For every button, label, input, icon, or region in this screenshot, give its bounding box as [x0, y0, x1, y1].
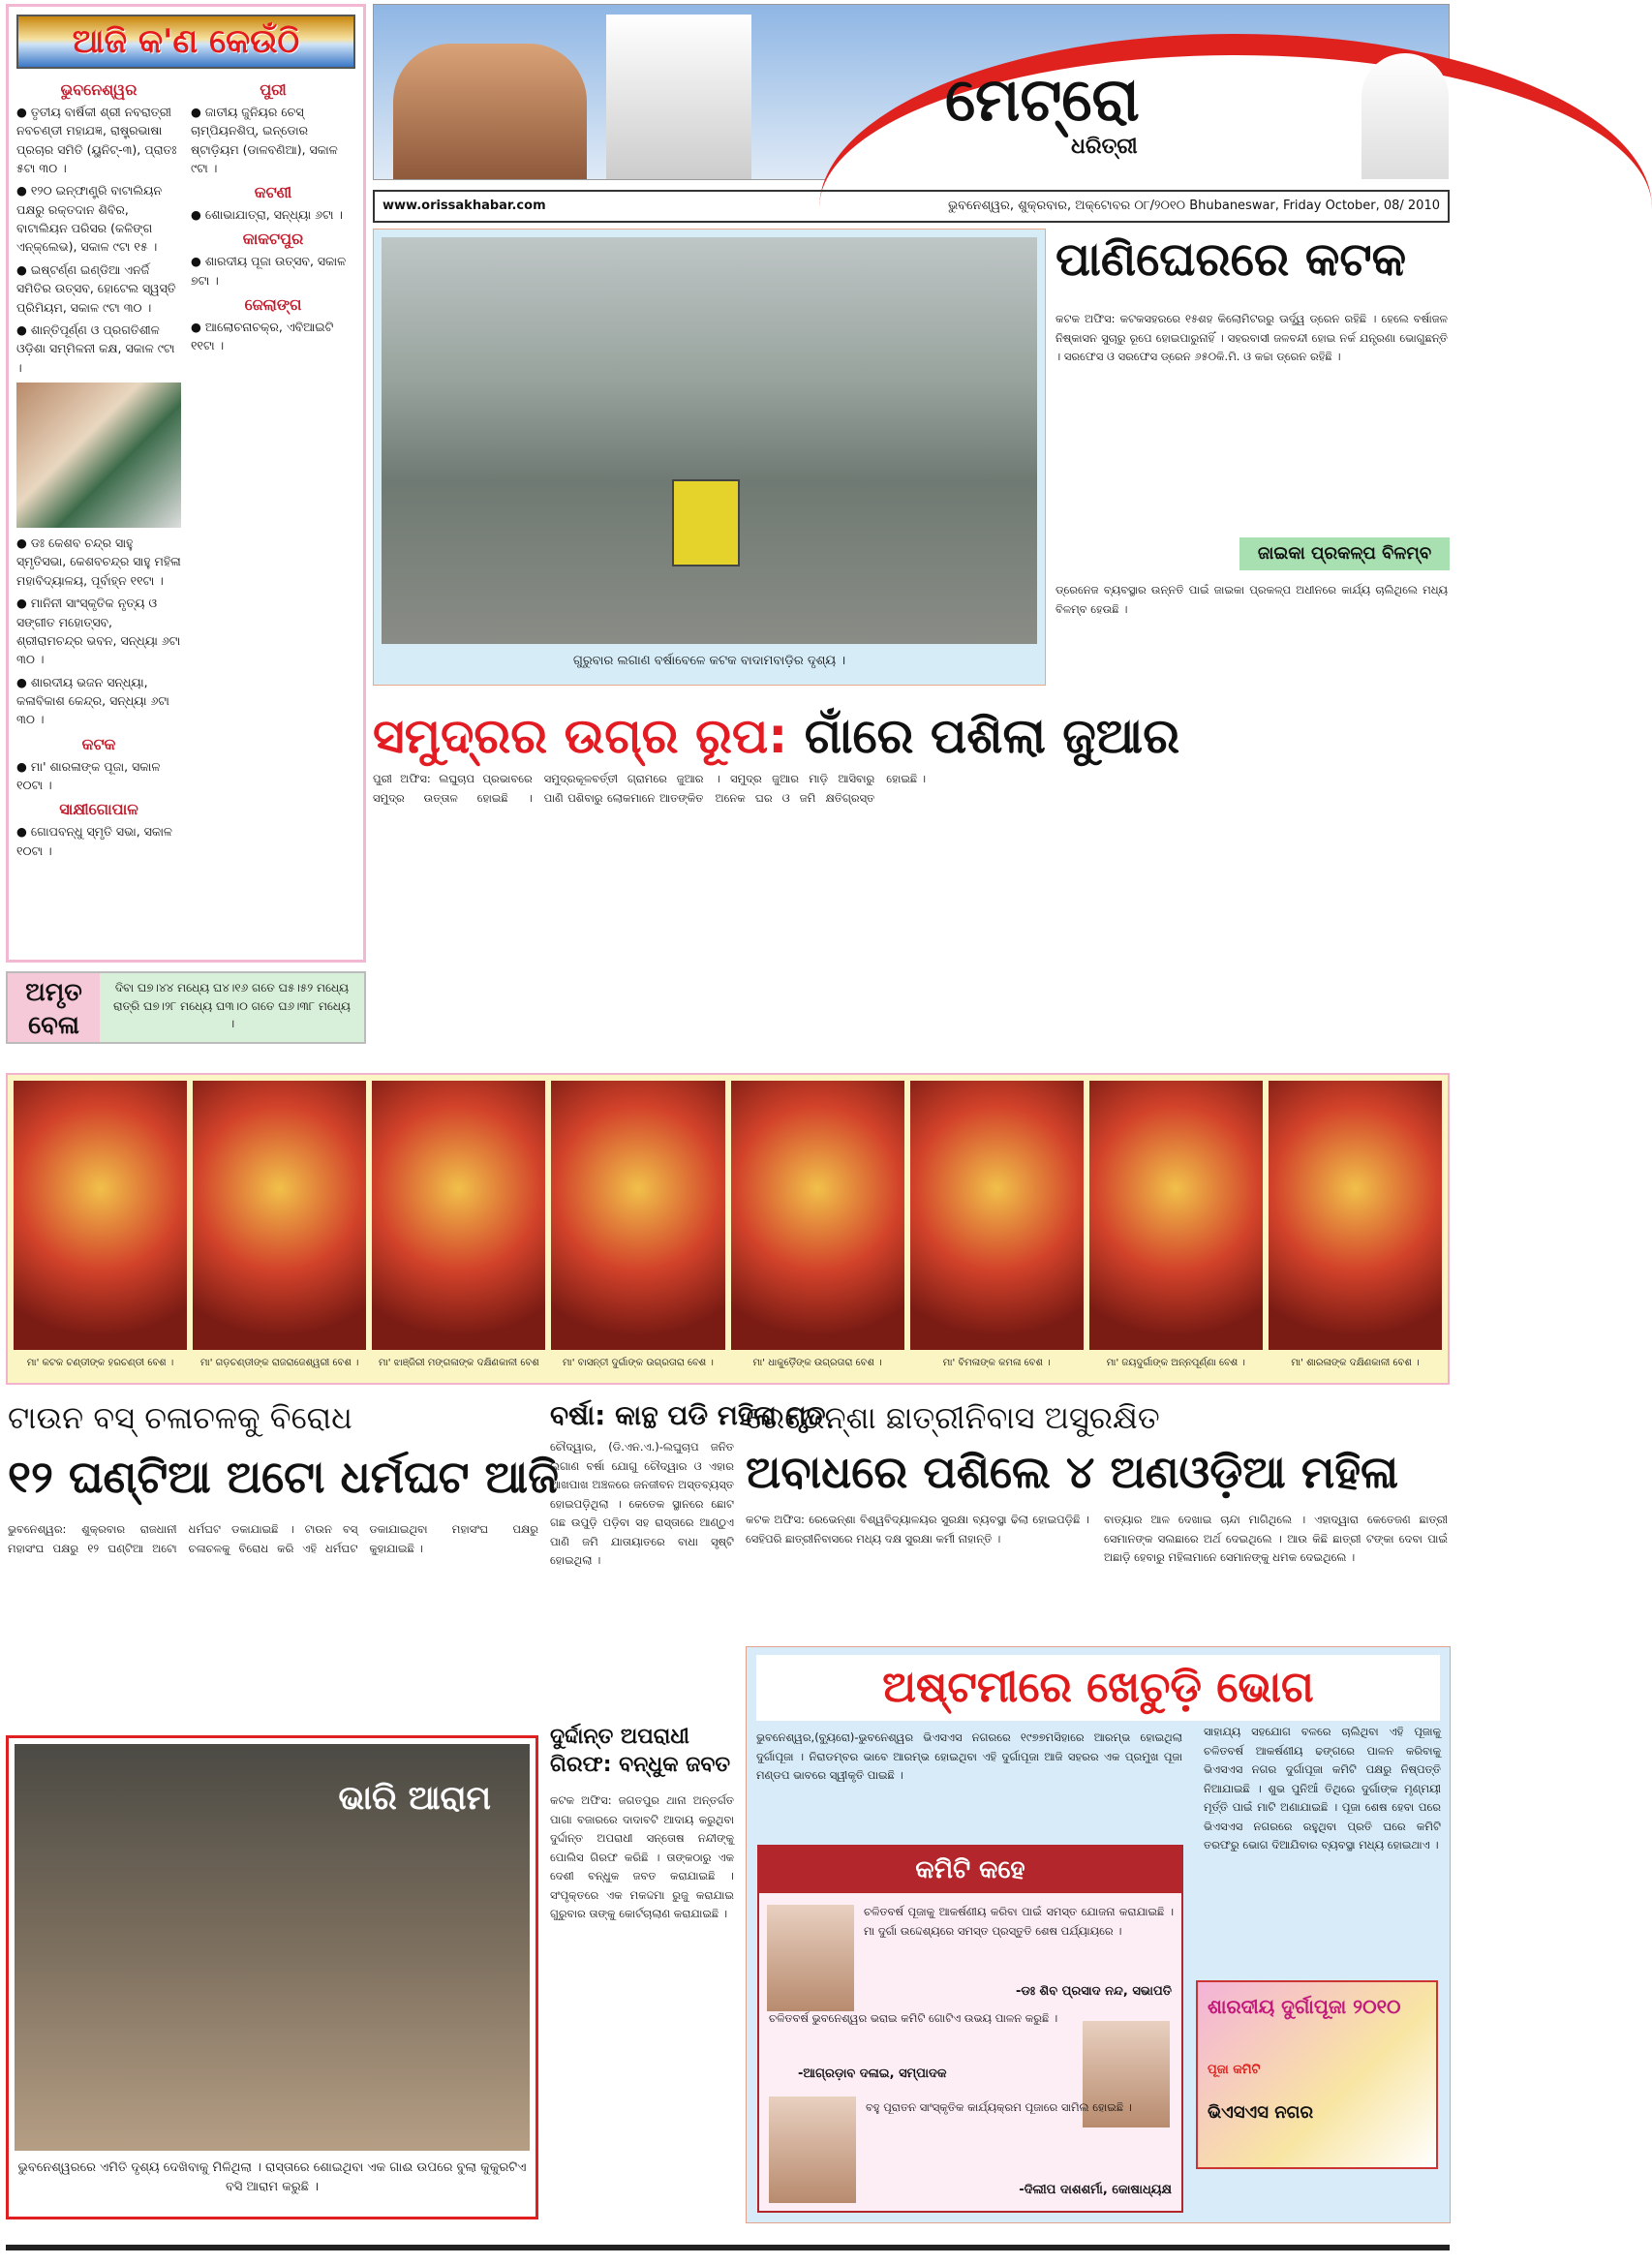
jaika-subhead: ଜାଇକା ପ୍ରକଳ୍ପ ବିଳମ୍ବ	[1239, 537, 1450, 570]
ravenshaw-body-2: ବାତ୍ୟାର ଆଳ ଦେଖାଇ ଚାନ୍ଦା ମାଗିଥିଲେ । ଏହାଦ୍ୱାରା କେତେଜଣ ଛାତ୍ରୀ ସେମାନଙ୍କ ସଲଛାରେ ଅର୍ଥ ଦେଇଥିଲେ । ଆଉ କିଛି ଛାତ୍ରୀ ଟଙ୍କା ଦେବା ପାଇଁ ଅଛାଡ଼ି ହେବାରୁ ମହିଳାମାନେ ସେମାନଙ୍କୁ ଧମକ ଦେଇଥିଲେ ।	[1104, 1513, 1448, 1565]
events-box	[6, 4, 366, 963]
gallery-caption: ମା' କଟକ ଚଣ୍ଡୀଙ୍କ ହରଚଣ୍ଡୀ ବେଶ ।	[26, 1358, 174, 1368]
ravenshaw-headline: ଅବାଧରେ ପଶିଲେ ୪ ଅଣଓଡ଼ିଆ ମହିଳା	[746, 1446, 1399, 1498]
events-columns	[16, 78, 355, 864]
durga-puja-poster	[1196, 1980, 1438, 2169]
event-item: ● ଶାନ୍ତିପୂର୍ଣ୍ଣ ଓ ପ୍ରଗତିଶୀଳ ଓଡ଼ିଶା ସମ୍ମିଳନୀ କକ୍ଷ, ସକାଳ ୯ଟା ।	[16, 321, 175, 375]
events-title: ଆଜି କ'ଣ କେଉଁଠି	[16, 15, 355, 69]
event-item: ● ତୃତୀୟ ବାର୍ଷିକୀ ଶ୍ରୀ ନବରାତ୍ରୀ ନବଚଣ୍ଡୀ ମହାଯଜ୍ଞ, ରାଷ୍ଟ୍ରଭାଷା ପ୍ରଚାର ସମିତି (ୟୁନିଟ୍-୩), ପ୍ରାତଃ ୫ଟା ୩୦ ।	[16, 104, 177, 175]
gallery-item	[731, 1081, 904, 1377]
cuttack-headline: ପାଣିଘେରରେ କଟକ	[1055, 232, 1407, 287]
gallery-caption: ମା' ଶାରଳାଙ୍କ ଦକ୍ଷିଣକାଳୀ ବେଶ ।	[1291, 1358, 1420, 1368]
event-item: ● ଆଲୋଚନାଚକ୍ର, ଏବିଆଇଟି ୧୧ଟା ।	[191, 319, 334, 353]
events-section-heading: କଟଣୀ	[254, 183, 292, 202]
quote-3-by: -ଦିଲୀପ ଦାଶଶର୍ମା, କୋଷାଧ୍ୟକ୍ଷ	[1019, 2183, 1172, 2197]
events-section-heading: ଭୁବନେଶ୍ୱର	[60, 80, 138, 99]
treasurer-photo	[769, 2097, 856, 2203]
gallery-caption: ମା' ବାସନ୍ତୀ ଦୁର୍ଗାଙ୍କ ଉଗ୍ରତାରା ବେଶ ।	[562, 1358, 714, 1368]
event-item: ● ମାନିନୀ ସାଂସ୍କୃତିକ ନୃତ୍ୟ ଓ ସଙ୍ଗୀତ ମହୋତ୍ସବ, ଶ୍ରୀରାମଚନ୍ଦ୍ର ଭବନ, ସନ୍ଧ୍ୟା ୬ଟା ୩୦ ।	[16, 596, 181, 667]
website-link[interactable]: www.orissakhabar.com	[382, 198, 546, 213]
criminal-headline: ଦୁର୍ଦ୍ଦାନ୍ତ ଅପରାଧୀ ଗିରଫ: ବନ୍ଧୁକ ଜବତ	[550, 1725, 731, 1777]
durga-idol-photo	[193, 1081, 366, 1350]
amrita-bela-label: ଅମୃତ ବେଳା	[8, 973, 100, 1042]
ravenshaw-kicker: ରେଭେନ୍‌ଶା ଛାତ୍ରୀନିବାସ ଅସୁରକ୍ଷିତ	[746, 1399, 1160, 1436]
committee-says-title: କମିଟି କହେ	[759, 1847, 1181, 1893]
durga-idol-photo	[551, 1081, 724, 1350]
date-bar	[373, 190, 1450, 223]
bottom-rule	[6, 2245, 1450, 2250]
sea-body: ପୁରୀ ଅଫିସ: ଲଘୁଚାପ ପ୍ରଭାବରେ ସମୁଦ୍ର ଉତ୍ତାଳ ହୋଇଛି । ସମୁଦ୍ରକୂଳବର୍ତ୍ତୀ ଗ୍ରାମରେ ଜୁଆର ପାଣି ପଶିବାରୁ ଲୋକମାନେ ଆତଙ୍କିତ । ସମୁଦ୍ର ଜୁଆର ମାଡ଼ି ଆସିବାରୁ ଅନେକ ଘର ଓ ଜମି କ୍ଷତିଗ୍ରସ୍ତ ହୋଇଛି ।	[373, 772, 927, 805]
durga-idol-photo	[1089, 1081, 1263, 1350]
sea-headline-red: ସମୁଦ୍ରର ଉଗ୍ର ରୂପ:	[373, 708, 788, 764]
bus-kicker: ଟାଉନ ବସ୍ ଚଳାଚଳକୁ ବିରୋଧ	[8, 1399, 352, 1436]
gallery-caption: ମା' ଝାଞ୍ଜିରୀ ମଙ୍ଗଳାଙ୍କ ଦକ୍ଷିଣକାଳୀ ବେଶ	[378, 1358, 539, 1368]
sea-headline-black: ଗାଁରେ ପଶିଲା ଜୁଆର	[804, 708, 1180, 764]
masthead-title: ମେଟ୍ରୋ	[945, 64, 1140, 135]
event-item: ● ଜାତୀୟ ଜୁନିୟର ଚେସ୍ ଚାମ୍ପିୟନଶିପ୍, ଇନ୍‌ଡୋର ଷ୍ଟାଡ଼ିୟମ (ଡାଳବଣିଆ), ସକାଳ ୯ଟା ।	[191, 104, 338, 175]
durga-idol-photo	[1269, 1081, 1442, 1350]
ravenshaw-body: କଟକ ଅଫିସ: ରେଭେନ୍‌ଶା ବିଶ୍ୱବିଦ୍ୟାଳୟର ସୁରକ୍ଷା ବ୍ୟବସ୍ଥା ଢିଲା ହୋଇପଡ଼ିଛି । ସେହିପରି ଛାତ୍ରୀନିବାସରେ ମଧ୍ୟ ଦକ୍ଷ ସୁରକ୍ଷା କର୍ମୀ ନାହାନ୍ତି ।	[746, 1513, 1089, 1546]
gallery-caption: ମା' ଗଡ଼ଚଣ୍ଡୀଙ୍କ ରାଜରାଜେଶ୍ୱରୀ ବେଶ ।	[199, 1358, 359, 1368]
gallery-item	[372, 1081, 545, 1377]
amrita-bela-text: ଦିବା ଘ୭।୪୪ ମଧ୍ୟେ ଘ୪।୧୬ ଗତେ ଘ୫।୫୨ ମଧ୍ୟେ ରାତ୍ରି ଘ୭।୨୮ ମଧ୍ୟେ ଘ୩।୦ ଗତେ ଘ୬।୩୮ ମଧ୍ୟେ ।	[100, 973, 364, 1042]
poster-sub: ପୂଜା କମିଟି	[1208, 2063, 1261, 2077]
durga-idol-photo	[372, 1081, 545, 1350]
gallery-caption: ମା' ଧାକୁଡ଼ୈଙ୍କ ଉଗ୍ରତାରା ବେଶ ।	[752, 1358, 882, 1368]
masthead	[373, 4, 1450, 180]
quote-1: ଚଳିତବର୍ଷ ପୂଜାକୁ ଆକର୍ଷଣୀୟ କରିବା ପାଇଁ ସମସ୍ତ ଯୋଜନା କରାଯାଇଛି । ମା ଦୁର୍ଗା ଉଦ୍ଦେଶ୍ୟରେ ସମସ୍ତ ପ୍ରସ୍ତୁତି ଶେଷ ପର୍ଯ୍ୟାୟରେ ।	[864, 1905, 1174, 1938]
events-section-heading: ଜେଲାଙ୍ଗ	[244, 295, 302, 315]
criminal-body: କଟକ ଅଫିସ: ଜଗତପୁର ଥାନା ଅନ୍ତର୍ଗତ ପାଗା ବଜାରରେ ଦାଦାବଟି ଆଦାୟ କରୁଥିବା ଦୁର୍ଦ୍ଦାନ୍ତ ଅପରାଧୀ ସନ୍ତୋଷ ନନ୍ଦୀଙ୍କୁ ପୋଲିସ ଗିରଫ କରିଛି । ତାଙ୍କଠାରୁ ଏକ ଦେଶୀ ବନ୍ଧୁକ ଜବତ କରାଯାଇଛି । ସଂପୃକ୍ତରେ ଏକ ମକଦ୍ଦମା ରୁଜୁ କରାଯାଇ ଗୁରୁବାର ତାଙ୍କୁ କୋର୍ଟଚାଲାଣ କରାଯାଇଛି ।	[550, 1793, 734, 1921]
events-section-heading: କଟକ	[81, 734, 116, 753]
event-item: ● ମା' ଶାରଳାଙ୍କ ପୂଜା, ସକାଳ ୧୦ଟା ।	[16, 758, 161, 792]
date-odia: ଭୁବନେଶ୍ୱର, ଶୁକ୍ରବାର, ଅକ୍ଟୋବର ୦୮/୨୦୧୦	[947, 198, 1186, 213]
rest-photo-title: ଭାରି ଆରାମ	[338, 1779, 491, 1818]
event-item: ● ଶୋଭାଯାତ୍ରା, ସନ୍ଧ୍ୟା ୬ଟା ।	[191, 207, 344, 223]
events-section-heading: କାକଟପୁର	[242, 230, 304, 249]
gallery-item	[1269, 1081, 1442, 1377]
quote-2: ଚଳିତବର୍ଷ ଭୁବନେଶ୍ୱର ଭରାଇ କମିଟି ଗୋଟିଏ ଉଭୟ ପାଳନ କରୁଛି ।	[769, 2011, 1058, 2025]
wall-headline: ବର୍ଷା: କାନ୍ଥ ପଡି ମହିଳା ମୃତ	[550, 1399, 826, 1431]
rest-photo-caption: ଭୁବନେଶ୍ୱରରେ ଏମିତି ଦୃଶ୍ୟ ଦେଖିବାକୁ ମିଳିଥିଲା । ରାସ୍ତାରେ ଶୋଇଥିବା ଏକ ଗାଈ ଉପରେ ବୁଲା କୁକୁରଟିଏ ବସି ଆରାମ କରୁଛି ।	[17, 2160, 527, 2195]
durga-idol-photo	[731, 1081, 904, 1350]
event-item: ● ଗୋପବନ୍ଧୁ ସ୍ମୃତି ସଭା, ସକାଳ ୧୦ଟା ।	[16, 824, 172, 858]
bus-body: ଭୁବନେଶ୍ୱର: ଶୁକ୍ରବାର ରାଜଧାନୀ ମହାସଂଘ ପକ୍ଷରୁ ୧୨ ଘଣ୍ଟିଆ ଅଟୋ ଧର୍ମଘଟ ଡକାଯାଇଛି । ଟାଉନ ବସ୍ ଚଳାଚଳକୁ ବିରୋଧ କରି ଏହି ଧର୍ମଘଟ ଡକାଯାଇଥିବା ମହାସଂଘ ପକ୍ଷରୁ କୁହାଯାଇଛି ।	[8, 1522, 538, 1555]
quote-2-by: -ଆଗ୍ରଡ଼ାବ ଦଳାଇ, ସମ୍ପାଦକ	[798, 2066, 947, 2081]
event-item: ● ଡଃ କେଶବ ଚନ୍ଦ୍ର ସାହୁ ସ୍ମୃତିସଭା, କେଶବଚନ୍ଦ୍ର ସାହୁ ମହିଳା ମହାବିଦ୍ୟାଳୟ, ପୂର୍ବାହ୍ନ ୧୧ଟା ।	[16, 536, 181, 588]
dog-on-cow-photo	[15, 1744, 530, 2151]
ashtami-headline: ଅଷ୍ଟମୀରେ ଖେଚୁଡ଼ି ଭୋଗ	[756, 1655, 1440, 1721]
president-photo	[767, 1905, 854, 2011]
bus-illustration	[672, 479, 740, 566]
rest-photo-box	[6, 1735, 538, 2219]
durga-gallery	[6, 1073, 1450, 1385]
event-item: ● ଶାରଦୀୟ ଭଜନ ସନ୍ଧ୍ୟା, କଳାବିକାଶ କେନ୍ଦ୍ର, ସନ୍ଧ୍ୟା ୬ଟା ୩୦ ।	[16, 674, 169, 727]
masthead-subtitle: ଧରିତ୍ରୀ	[1071, 135, 1138, 159]
events-section-heading: ପୁରୀ	[260, 80, 287, 99]
temple-illustration	[393, 44, 587, 179]
rain-street-photo	[382, 237, 1037, 644]
chess-photo	[16, 383, 181, 528]
ashtami-body-2: ସାହାଯ୍ୟ ସହଯୋଗ ବଳରେ ଚାଲିଥିବା ଏହି ପୂଜାକୁ ଚଳିତବର୍ଷ ଆକର୍ଷଣୀୟ ଢଙ୍ଗରେ ପାଳନ କରିବାକୁ ଭିଏସଏସ ନଗର ଦୁର୍ଗାପୂଜା କମିଟି ପକ୍ଷରୁ ନିଷ୍ପତ୍ତି ନିଆଯାଇଛି । ଶୁଭ ପୁନିଆଁ ତିଥିରେ ଦୁର୍ଗାଙ୍କ ମୃଣ୍ମୟୀ ମୂର୍ତ୍ତି ପାଇଁ ମାଟି ଅଣାଯାଇଛି । ପୂଜା ଶେଷ ହେବା ପରେ ଭିଏସଏସ ନଗରରେ ରହୁଥିବା ପ୍ରତି ଘରେ କମିଟି ତରଫରୁ ଭୋଗ ଦିଆଯିବାର ବ୍ୟବସ୍ଥା ମଧ୍ୟ ହୋଇଥାଏ ।	[1204, 1725, 1441, 1852]
sea-headline	[373, 699, 1180, 775]
gallery-item	[551, 1081, 724, 1377]
gallery-caption: ମା' ଜୟଦୁର୍ଗାଙ୍କ ଅନ୍ନପୂର୍ଣ୍ଣା ବେଶ ।	[1106, 1358, 1245, 1368]
event-item: ● ଶାରଦୀୟ ପୂଜା ଉତ୍ସବ, ସକାଳ ୭ଟା ।	[191, 254, 347, 288]
gallery-caption: ମା' ବିମଳାଙ୍କ କମଳା ବେଶ ।	[942, 1358, 1051, 1368]
cuttack-body: କଟକ ଅଫିସ: କଟକସହରରେ ୧୫ଶହ କିଲୋମିଟରରୁ ଊର୍ଦ୍ଧ୍ୱ ଡ୍ରେନ ରହିଛି । ହେଲେ ବର୍ଷାଜଳ ନିଷ୍କାସନ ସୁଚାରୁ ରୂପେ ହୋଇପାରୁନାହିଁ । ସହରବାସୀ ଜଳବନ୍ଦୀ ହୋଇ ନର୍କ ଯନ୍ତ୍ରଣା ଭୋଗୁଛନ୍ତି । ସରଫେସ ଓ ସରଫେସ ଡ୍ରେନ ୬୫୦କି.ମି. ଓ କଚ୍ଚା ଡ୍ରେନ ରହିଛି ।	[1055, 312, 1448, 364]
committee-says-box	[757, 1845, 1183, 2213]
cuttack-body-spacer	[1055, 537, 1235, 576]
amrita-bela-box	[6, 971, 366, 1044]
quote-1-by: -ଡଃ ଶିବ ପ୍ରସାଦ ନନ୍ଦ, ସଭାପତି	[1015, 1984, 1172, 1999]
quote-3: ବହୁ ପୂରାତନ ସାଂସ୍କୃତିକ କାର୍ଯ୍ୟକ୍ରମ ପୂଜାରେ ସାମିଲ ହୋଇଛି ।	[866, 2100, 1132, 2114]
gallery-item	[193, 1081, 366, 1377]
ashtami-body: ଭୁବନେଶ୍ୱର,(ବ୍ୟୁରୋ)-ଭୁବନେଶ୍ୱର ଭିଏସଏସ ନଗରରେ ୧୯୭୭ମସିହାରେ ଆରମ୍ଭ ହୋଇଥିଲା ଦୁର୍ଗାପୂଜା । ନିରାଡମ୍ବର ଭାବେ ଆରମ୍ଭ ହୋଇଥିବା ଏହି ଦୁର୍ଗାପୂଜା ଆଜି ସହରର ଏକ ପ୍ରମୁଖ ପୂଜା ମଣ୍ଡପ ଭାବରେ ସ୍ୱୀକୃତି ପାଇଛି ।	[756, 1730, 1182, 1783]
poster-place: ଭିଏସଏସ ନଗର	[1208, 2102, 1314, 2124]
date-english: Bhubaneswar, Friday October, 08/ 2010	[1189, 198, 1440, 213]
cuttack-body-2: ଡ୍ରେନେଜ ବ୍ୟବସ୍ଥାର ଉନ୍ନତି ପାଇଁ ଜାଇକା ପ୍ରକଳ୍ପ ଅଧୀନରେ କାର୍ଯ୍ୟ ଚାଲିଥିଲେ ମଧ୍ୟ ବିଳମ୍ବ ହେଉଛି ।	[1055, 583, 1448, 616]
durga-idol-photo	[14, 1081, 187, 1350]
gallery-item	[1089, 1081, 1263, 1377]
bus-headline: ୧୨ ଘଣ୍ଟିଆ ଅଟୋ ଧର୍ମଘଟ ଆଜି	[8, 1451, 559, 1503]
lead-photo-box	[373, 229, 1046, 686]
events-section-heading: ସାକ୍ଷୀଗୋପାଳ	[59, 800, 138, 819]
durga-idol-photo	[910, 1081, 1084, 1350]
wall-body: ଚୌଦ୍ୱାର, (ଡି.ଏନ.ଏ.)-ଲଘୁଚାପ ଜନିତ ଲଗାଣ ବର୍ଷା ଯୋଗୁ ଚୌଦ୍ୱାର ଓ ଏହାର ଆଖପାଖ ଅଞ୍ଚଳରେ ଜନଜୀବନ ଅସ୍ତବ୍ୟସ୍ତ ହୋଇପଡ଼ିଥିଲା । କେତେକ ସ୍ଥାନରେ ଛୋଟ ଗଛ ଉପୁଡ଼ି ପଡ଼ିବା ସହ ରାସ୍ତାରେ ଆଣ୍ଠୁଏ ପାଣି ଜମି ଯାତାୟାତରେ ବାଧା ସୃଷ୍ଟି ହୋଇଥିଲା ।	[550, 1440, 734, 1568]
event-item: ● ୧୨୦ ଇନ୍‌ଫାଣ୍ଟ୍ରି ବାଟାଲିୟନ ପକ୍ଷରୁ ରକ୍ତଦାନ ଶିବିର, ବାଟାଲିୟନ ପରିସର (କଳିଙ୍ଗ ଏନ୍‌କ୍ଲେଭ), ସକାଳ ୯ଟା ୧୫ ।	[16, 183, 163, 255]
gallery-item	[910, 1081, 1084, 1377]
gallery-item	[14, 1081, 187, 1377]
event-item: ● ଇଷ୍ଟର୍ଣ୍ଣ ଇଣ୍ଡିଆ ଏନର୍ଜି ସମିତିର ଉତ୍ସବ, ହୋଟେଲ ସ୍ୱସ୍ତି ପ୍ରିମିୟମ, ସକାଳ ୯ଟା ୩୦ ।	[16, 261, 176, 315]
lead-photo-caption: ଗୁରୁବାର ଲଗାଣ ବର୍ଷାବେଳେ କଟକ ବାଦାମବାଡ଼ିର ଦୃଶ୍ୟ ।	[572, 654, 846, 668]
stupa-illustration	[1361, 53, 1449, 179]
building-illustration	[606, 15, 751, 179]
poster-title: ଶାରଦୀୟ ଦୁର୍ଗାପୂଜା ୨୦୧୦	[1208, 1995, 1401, 2018]
